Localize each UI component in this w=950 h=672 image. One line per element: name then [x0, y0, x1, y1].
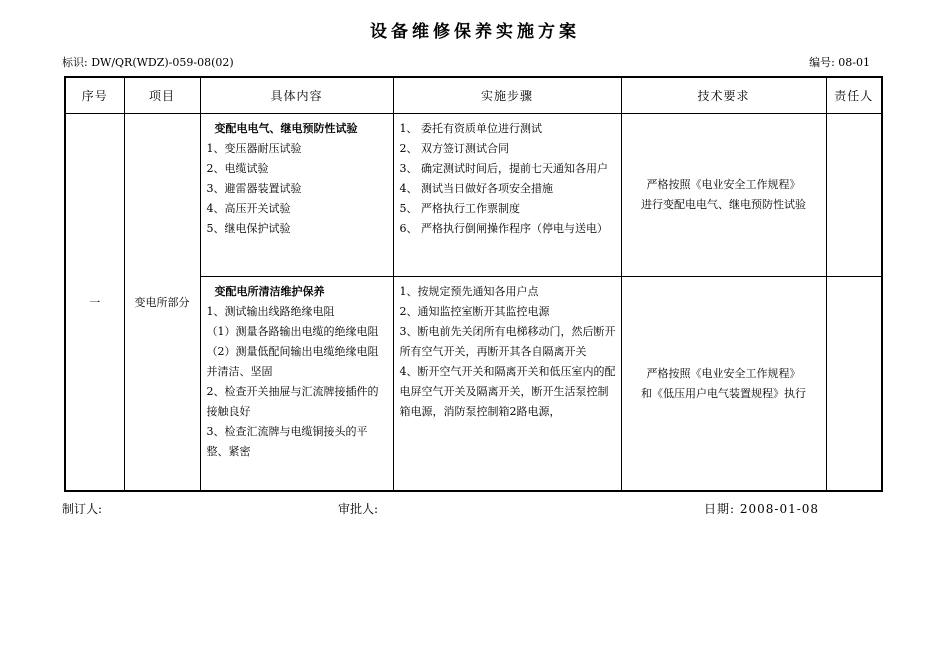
content-cell — [200, 277, 393, 491]
page-title: 设备维修保养实施方案 — [370, 22, 580, 42]
steps-cell — [393, 277, 621, 491]
author-label: 制订人: — [62, 502, 103, 516]
requirement-line: 和《低压用户电气装置规程》执行 — [641, 386, 806, 400]
step-item: 4、 测试当日做好各项安全措施 — [399, 182, 553, 196]
steps-cell — [393, 114, 621, 277]
content-cell — [200, 114, 393, 277]
approver-label: 审批人: — [338, 502, 379, 516]
section-subtitle: 变配电所清洁维护保养 — [214, 285, 325, 299]
step-item: 3、 确定测试时间后，提前七天通知各用户 — [399, 162, 608, 176]
requirement-cell — [621, 114, 826, 277]
document-number: 编号: 08-01 — [809, 56, 870, 69]
header-project: 项目 — [124, 77, 200, 114]
table-row — [65, 114, 882, 277]
step-item: 4、断开空气开关和隔离开关和低压室内的配电屏空气开关及隔离开关，断开生活泵控制箱电源，消防泵控制箱2路电源， — [399, 365, 616, 419]
content-item: 1、变压器耐压试验 — [206, 142, 302, 156]
content-item: 2、检查开关抽屉与汇流牌接插件的接触良好 — [206, 385, 379, 419]
header-requirement: 技术要求 — [621, 77, 826, 114]
step-item: 2、 双方签订测试合同 — [399, 142, 509, 156]
date-label: 日期: 2008-01-08 — [704, 502, 820, 516]
requirement-line: 严格按照《电业安全工作规程》 — [646, 178, 801, 192]
seq-cell: 一 — [65, 114, 124, 491]
content-item: 1、测试输出线路绝缘电阻 — [206, 305, 335, 319]
step-item: 1、按规定预先通知各用户点 — [399, 285, 539, 299]
step-item: 5、 严格执行工作票制度 — [399, 202, 520, 216]
content-item: （1）测量各路输出电缆的绝缘电阻 — [206, 325, 379, 339]
content-item: 3、检查汇流牌与电缆铜接头的平整、紧密 — [206, 425, 368, 459]
step-item: 3、断电前先关闭所有电梯移动门，然后断开所有空气开关，再断开其各自隔离开关 — [399, 325, 616, 359]
section-subtitle: 变配电电气、继电预防性试验 — [214, 122, 358, 136]
step-item: 1、 委托有资质单位进行测试 — [399, 122, 542, 136]
responsible-cell — [826, 114, 882, 277]
requirement-line: 严格按照《电业安全工作规程》 — [646, 366, 801, 380]
header-seq: 序号 — [65, 77, 124, 114]
requirement-cell — [621, 277, 826, 491]
header-steps: 实施步骤 — [393, 77, 621, 114]
step-item: 6、 严格执行倒闸操作程序（停电与送电） — [399, 222, 608, 236]
content-item: 5、继电保护试验 — [206, 222, 291, 236]
content-item: 4、高压开关试验 — [206, 202, 291, 216]
document-identifier: 标识: DW/QR(WDZ)-059-08(02) — [62, 56, 234, 69]
header-row — [65, 77, 882, 114]
step-item: 2、通知监控室断开其监控电源 — [399, 305, 550, 319]
content-item: 2、电缆试验 — [206, 162, 269, 176]
header-content: 具体内容 — [200, 77, 393, 114]
maintenance-plan-table — [64, 76, 883, 492]
project-cell: 变电所部分 — [124, 114, 200, 491]
content-item: 3、避雷器装置试验 — [206, 182, 302, 196]
content-item: （2）测量低配间输出电缆绝缘电阻并清洁、坚固 — [206, 345, 379, 379]
responsible-cell — [826, 277, 882, 491]
requirement-line: 进行变配电电气、继电预防性试验 — [641, 198, 806, 212]
header-responsible: 责任人 — [826, 77, 882, 114]
